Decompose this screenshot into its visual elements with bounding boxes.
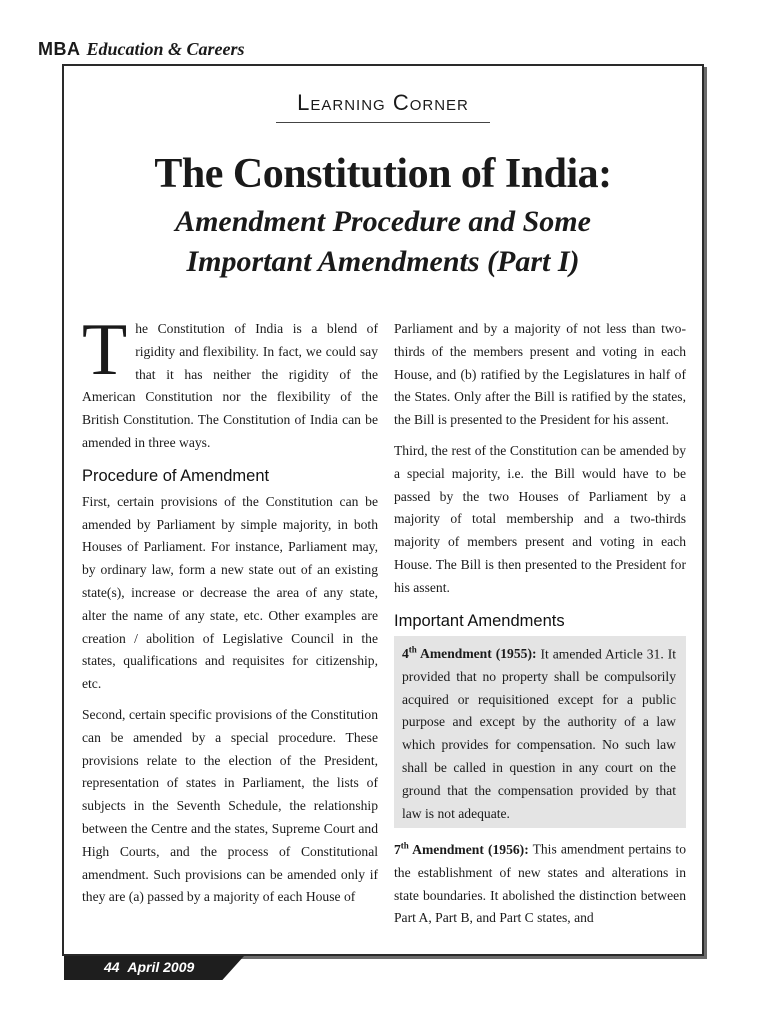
drop-cap: T	[82, 309, 128, 391]
amendment-7-suffix: th	[400, 840, 409, 851]
section-label-underline	[276, 122, 490, 123]
amendment-7-label	[394, 842, 529, 857]
subtitle-line-2: Important Amendments (Part I)	[186, 245, 580, 278]
amendment-4-suffix: th	[408, 644, 417, 655]
amendment-7	[394, 834, 686, 930]
procedure-continued-paragraph: Parliament and by a majority of not less than two-thirds of the members present and voting in each House, and (b) ratified by the Legislatures in half of the States. Only after the Bill is ratified by the states, the Bill is presented to the President for his assent.	[394, 321, 686, 428]
amendment-4-text: It amended Article 31. It provided that no property shall be compulsorily acquired or requisitioned except for a public purpose and except by the authority of a law which provides for compensation. No such law shall be called in question in any court on the ground that the compensation provided by that law is not adequate.	[402, 646, 677, 821]
subtitle-line-1: Amendment Procedure and Some	[175, 205, 591, 238]
amendment-4	[402, 639, 676, 826]
intro-paragraph	[82, 309, 378, 455]
right-column	[394, 318, 686, 930]
masthead	[38, 38, 245, 60]
amendment-4-name: Amendment (1955):	[420, 646, 537, 662]
article-title: The Constitution of India:	[154, 151, 612, 197]
amendment-4-number: 4	[402, 646, 409, 662]
article-frame	[62, 64, 704, 956]
procedure-paragraph-2: Second, certain specific provisions of the Constitution can be amended by a special procedure. These provisions relate to the election of the President, representation of states in Parliament, the lists of subjects in the Seventh Schedule, the relationship between the Centre and the states, Supreme Court and High Courts, and the process of Constitutional amendment. Such provisions can be amended only if they are (a) passed by a majority of each House of	[82, 706, 378, 905]
issue-date: April 2009	[127, 959, 195, 975]
left-column	[82, 309, 378, 917]
procedure-paragraph-3: Third, the rest of the Constitution can be amended by a special majority, i.e. the Bill would have to be passed by the two Houses of Parliament by a majority of total membership and a two-thirds majority of members present and voting in each House. The Bill is then presented to the President for his assent.	[394, 442, 686, 595]
masthead-brand: MBA	[38, 39, 81, 59]
amendments-heading: Important Amendments	[394, 611, 565, 630]
section-label: Learning Corner	[297, 90, 469, 115]
amendment-4-box	[394, 636, 686, 829]
procedure-heading: Procedure of Amendment	[82, 466, 270, 485]
amendment-4-label	[402, 646, 537, 661]
amendment-7-text: This amendment pertains to the establishment of new states and alterations in state boundaries. It abolished the distinction between Part A, Part B, and Part C states, and	[394, 842, 687, 926]
amendment-7-number: 7	[394, 842, 401, 857]
procedure-paragraph-1: First, certain provisions of the Constitution can be amended by Parliament by simple majority, in both Houses of Parliament. For instance, Parliament may, by ordinary law, form a new state out of an existing state(s), increase or decrease the area of any state, alter the name of any state, etc. Other examples are creation / abolition of Legislative Council in the states, qualifications and requisites for citizenship, etc.	[82, 493, 378, 692]
page-number: 44	[104, 959, 120, 975]
masthead-subtitle: Education & Careers	[86, 39, 245, 59]
intro-text: he Constitution of India is a blend of rigidity and flexibility. In fact, we could say that it has neither the rigidity of the American Constitution nor the flexibility of the British Constitution. The Constitution of India can be amended in three ways.	[82, 321, 378, 450]
amendment-7-name: Amendment (1956):	[412, 842, 529, 857]
amendment-7-block	[394, 834, 686, 930]
article-subtitle	[64, 202, 702, 282]
footer-page-info	[104, 959, 194, 975]
